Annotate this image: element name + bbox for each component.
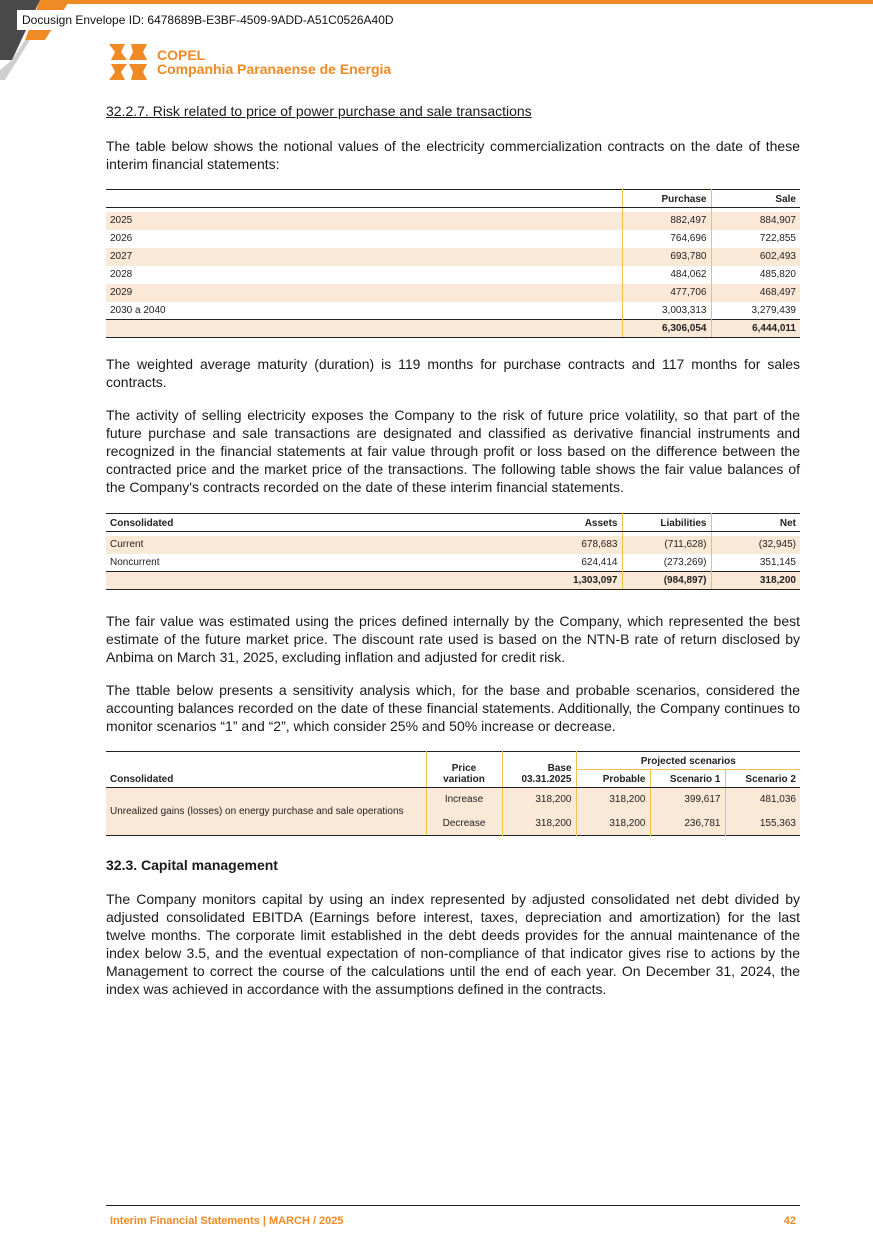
header-cell xyxy=(106,190,622,208)
activity-paragraph: The activity of selling electricity exposes the Company to the risk of future price volatility, so that part of the future purchase and sale transactions are designated and classified as derivative financial instruments and recognized in the financial statements at fair value through profit or loss based on the difference between the contracted price and the market price of the transactions. The following table shows the fair value balances of the Company's contracts recorded on the date of these interim financial statements. xyxy=(106,407,800,495)
table-row: 2026 764,696 722,855 xyxy=(106,230,800,248)
table-header-row xyxy=(106,514,800,532)
intro-paragraph: The table below shows the notional values of the electricity commercialization contracts on the date of these interim financial statements: xyxy=(106,138,800,172)
table-row: Unrealized gains (losses) on energy purchase and sale operations Increase 318,200 318,200 399,617 481,036 xyxy=(106,788,800,812)
page-number: 42 xyxy=(783,1215,796,1227)
notional-values-table xyxy=(106,189,800,338)
logo-name: COPEL xyxy=(157,47,206,63)
sensitivity-table xyxy=(106,751,800,836)
docusign-envelope-id: Docusign Envelope ID: 6478689B-E3BF-4509-9ADD-A51C0526A40D xyxy=(17,10,399,30)
top-accent-bar xyxy=(0,0,873,4)
header-cell: Liabilities xyxy=(622,514,711,532)
projected-scenarios-header: Projected scenarios xyxy=(576,752,800,770)
header-cell: Base 03.31.2025 xyxy=(502,752,576,788)
header-cell: Price variation xyxy=(426,752,502,788)
capital-management-paragraph: The Company monitors capital by using an index represented by adjusted consolidated net debt divided by adjusted consolidated EBITDA (Earnings before interest, taxes, depreciation and amortization) for the last twelve months. The corporate limit established in the debt deeds provides for the annual maintenance of the index below 3.5, and the eventual expectation of non-compliance of that indicator gives rise to actions by the Management to correct the course of the calculations until the end of each year. On December 31, 2024, the index was achieved in accordance with the assumptions defined in the contracts. xyxy=(106,891,800,997)
table-total-row: 1,303,097 (984,897) 318,200 xyxy=(106,572,800,590)
table-row: 2029 477,706 468,497 xyxy=(106,284,800,302)
header-cell: Purchase xyxy=(622,190,711,208)
table-total-row: 6,306,054 6,444,011 xyxy=(106,320,800,338)
table-row: 2030 a 2040 3,003,313 3,279,439 xyxy=(106,302,800,320)
header-cell: Scenario 2 xyxy=(725,770,800,788)
header-cell: Assets xyxy=(533,514,622,532)
table-header-row xyxy=(106,190,800,208)
sensitivity-paragraph: The ttable below presents a sensitivity analysis which, for the base and probable scenarios, considered the accounting balances recorded on the date of these financial statements. Additionally, the Company continues to monitor scenarios “1” and “2”, which consider 25% and 50% increase or decrease. xyxy=(106,682,800,734)
header-cell: Net xyxy=(711,514,800,532)
table-row: Current 678,683 (711,628) (32,945) xyxy=(106,536,800,554)
fair-value-paragraph: The fair value was estimated using the prices defined internally by the Company, which represented the best estimate of the future market price. The discount rate used is based on the NTN-B rate of return disclosed by Anbima on March 31, 2025, excluding inflation and adjusted for credit risk. xyxy=(106,613,800,665)
header-cell: Sale xyxy=(711,190,800,208)
capital-management-heading: 32.3. Capital management xyxy=(106,857,278,873)
table-row: Decrease 318,200 318,200 236,781 155,363 xyxy=(106,812,800,836)
footer-divider xyxy=(106,1205,800,1206)
header-cell: Consolidated xyxy=(106,514,533,532)
copel-logo-icon xyxy=(107,42,149,82)
logo-full-name: Companhia Paranaense de Energia xyxy=(157,61,392,77)
section-subheading: 32.2.7. Risk related to price of power purchase and sale transactions xyxy=(106,103,532,119)
copel-logo xyxy=(107,42,391,82)
header-cell: Scenario 1 xyxy=(650,770,725,788)
table-row: Noncurrent 624,414 (273,269) 351,145 xyxy=(106,554,800,572)
table-row: 2025 882,497 884,907 xyxy=(106,212,800,230)
table-row: 2027 693,780 602,493 xyxy=(106,248,800,266)
maturity-paragraph: The weighted average maturity (duration) is 119 months for purchase contracts and 117 months for sales contracts. xyxy=(106,356,800,390)
table-row: 2028 484,062 485,820 xyxy=(106,266,800,284)
footer-title: Interim Financial Statements | MARCH / 2025 xyxy=(110,1215,344,1227)
header-cell: Probable xyxy=(576,770,650,788)
header-cell: Consolidated xyxy=(106,752,426,788)
fair-value-table xyxy=(106,513,800,590)
